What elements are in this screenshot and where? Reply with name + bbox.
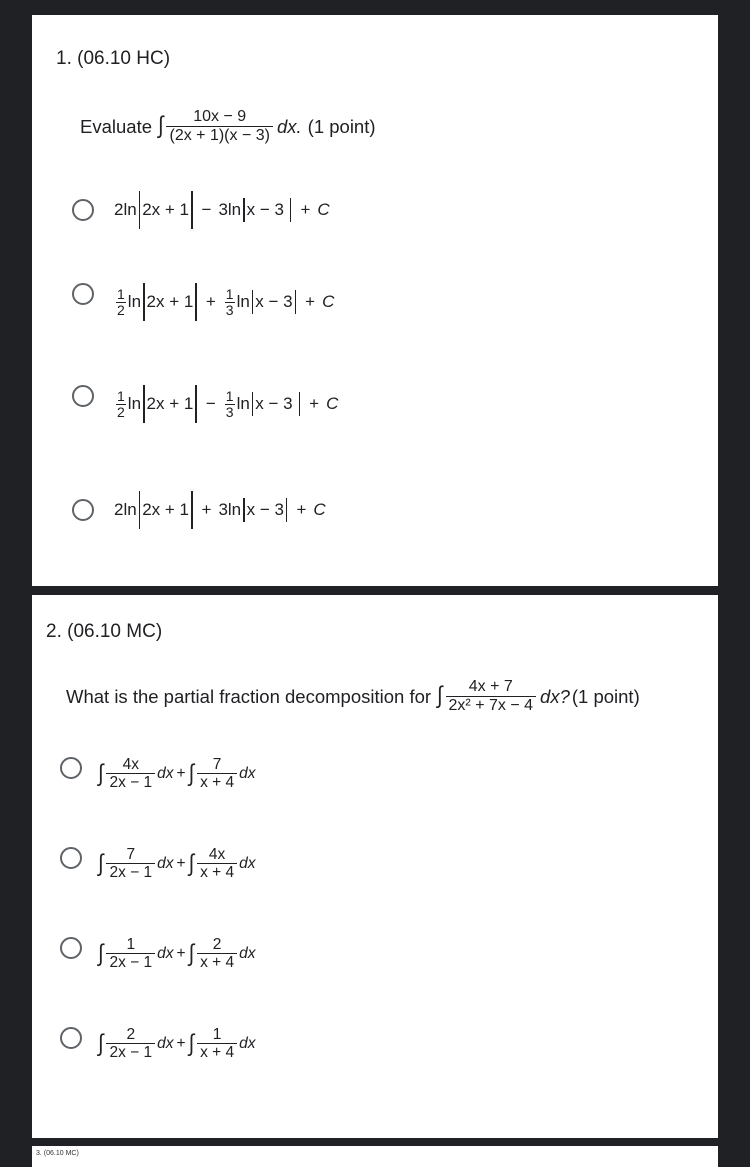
option-expression: [114, 491, 326, 529]
integral-symbol: ∫: [437, 682, 443, 710]
radio-button[interactable]: [60, 1027, 82, 1049]
abs-arg: 2x + 1: [146, 292, 194, 311]
option-expression: [114, 385, 338, 423]
abs-arg: x − 3: [255, 292, 293, 311]
frac-den: 3: [225, 301, 234, 318]
dx-label: dx: [239, 945, 256, 963]
abs-bar: [286, 498, 288, 522]
answer-option-c[interactable]: [60, 937, 255, 972]
frac-den: 2x − 1: [106, 953, 155, 971]
prompt-prefix: What is the partial fraction decomposition for: [66, 685, 432, 707]
frac-num: 2: [212, 936, 222, 953]
question-card-1: [32, 15, 718, 586]
coef: 3: [218, 500, 228, 519]
fraction-half: [116, 389, 126, 419]
radio-button[interactable]: [60, 937, 82, 959]
abs-bar: [195, 385, 197, 423]
integral-symbol: ∫: [98, 850, 104, 877]
integral-symbol: ∫: [98, 760, 104, 787]
answer-option-b[interactable]: [60, 847, 255, 882]
abs-bar: [195, 283, 197, 321]
option-expression: [114, 191, 330, 229]
integrand-fraction: [166, 109, 272, 145]
option-expression: [114, 283, 334, 321]
integrand-denominator: (2x + 1)(x − 3): [166, 126, 272, 145]
prompt-prefix: Evaluate: [80, 115, 152, 137]
operator: −: [201, 200, 212, 219]
abs-bar: [252, 392, 254, 416]
answer-option-b[interactable]: [72, 283, 334, 321]
ln-label: ln: [236, 292, 250, 311]
answer-option-a[interactable]: [60, 757, 255, 792]
frac-den: 2: [117, 403, 125, 420]
frac-den: 2x − 1: [106, 863, 155, 881]
radio-button[interactable]: [72, 499, 94, 521]
frac-den: 2: [117, 301, 125, 318]
fraction-a: [106, 1027, 155, 1062]
ln-label: ln: [227, 500, 242, 519]
integrand-denominator: 2x² + 7x − 4: [446, 696, 537, 715]
operator: +: [176, 945, 186, 963]
frac-den: x + 4: [197, 953, 237, 971]
option-expression: [98, 937, 255, 972]
frac-den: 2x − 1: [106, 1043, 155, 1061]
frac-num: 4x: [208, 846, 226, 863]
operator: +: [300, 200, 311, 219]
abs-bar: [143, 385, 145, 423]
abs-arg: 2x + 1: [146, 394, 194, 413]
abs-arg: 2x + 1: [142, 500, 189, 519]
frac-num: 4x: [122, 756, 139, 773]
frac-den: x + 4: [197, 773, 237, 791]
option-expression: [98, 1027, 255, 1062]
operator: +: [309, 394, 320, 413]
question-title: 1. (06.10 HC): [56, 48, 171, 69]
frac-num: 7: [212, 756, 222, 773]
points-label: (1 point): [571, 685, 640, 707]
radio-button[interactable]: [72, 385, 94, 407]
frac-den: 2x − 1: [106, 773, 155, 791]
prompt-dx: dx.: [276, 115, 302, 137]
dx-label: dx: [239, 855, 256, 873]
operator: +: [176, 1035, 186, 1053]
dx-label: dx: [239, 765, 256, 783]
frac-num: 2: [126, 1026, 136, 1043]
abs-bar: [243, 498, 245, 522]
operator: +: [205, 292, 216, 311]
constant: C: [313, 500, 326, 519]
ln-label: ln: [123, 200, 137, 219]
dx-label: dx: [157, 765, 174, 783]
frac-num: 7: [126, 846, 136, 863]
integral-symbol: ∫: [188, 850, 195, 877]
abs-bar: [139, 491, 141, 529]
ln-label: ln: [123, 500, 137, 519]
ln-label: ln: [227, 200, 242, 219]
option-expression: [98, 757, 255, 792]
frac-num: 1: [225, 285, 234, 302]
abs-arg: x − 3: [255, 394, 293, 413]
question-title: 2. (06.10 MC): [46, 621, 163, 642]
operator: +: [176, 855, 186, 873]
abs-arg: x − 3: [246, 500, 284, 519]
integral-symbol: ∫: [98, 1030, 104, 1057]
constant: C: [317, 200, 330, 219]
frac-den: 3: [225, 403, 234, 420]
abs-bar: [191, 191, 193, 229]
fraction-a: [106, 937, 155, 972]
abs-bar: [299, 392, 301, 416]
ln-label: ln: [127, 292, 142, 311]
answer-option-c[interactable]: [72, 385, 338, 423]
answer-option-a[interactable]: [72, 191, 330, 229]
dx-label: dx: [157, 945, 174, 963]
integral-symbol: ∫: [188, 1030, 195, 1057]
fraction-b: [197, 757, 237, 792]
dx-label: dx: [157, 1035, 174, 1053]
question-prompt: [80, 109, 376, 145]
operator: +: [296, 500, 307, 519]
abs-bar: [191, 491, 193, 529]
answer-option-d[interactable]: [72, 491, 326, 529]
question-card-3: [32, 1146, 718, 1167]
prompt-dx: dx?: [540, 685, 570, 707]
coef: 3: [218, 200, 228, 219]
frac-den: x + 4: [197, 863, 237, 881]
radio-button[interactable]: [60, 847, 82, 869]
abs-bar: [243, 198, 245, 222]
coef: 2: [114, 500, 124, 519]
integrand-numerator: 10x − 9: [193, 108, 247, 125]
frac-num: 1: [212, 1026, 222, 1043]
integrand-fraction: [446, 679, 537, 715]
fraction-a: [106, 847, 155, 882]
ln-label: ln: [236, 394, 250, 413]
question-title: 3. (06.10 MC): [36, 1150, 79, 1157]
frac-num: 1: [117, 285, 125, 302]
abs-bar: [295, 290, 297, 314]
abs-bar: [143, 283, 145, 321]
radio-button[interactable]: [60, 757, 82, 779]
option-expression: [98, 847, 255, 882]
abs-bar: [252, 290, 254, 314]
constant: C: [326, 394, 339, 413]
abs-arg: 2x + 1: [142, 200, 189, 219]
integral-symbol: ∫: [98, 940, 104, 967]
fraction-third: [225, 389, 235, 419]
operator: +: [176, 765, 186, 783]
dx-label: dx: [239, 1035, 256, 1053]
fraction-b: [197, 1027, 237, 1062]
points-label: (1 point): [307, 115, 376, 137]
operator: −: [205, 394, 216, 413]
abs-bar: [290, 198, 292, 222]
abs-arg: x − 3: [246, 200, 284, 219]
abs-bar: [139, 191, 141, 229]
fraction-third: [225, 287, 235, 317]
constant: C: [322, 292, 335, 311]
integral-symbol: ∫: [158, 112, 164, 140]
question-card-2: [32, 595, 718, 1138]
integral-symbol: ∫: [188, 760, 195, 787]
radio-button[interactable]: [72, 283, 94, 305]
ln-label: ln: [127, 394, 142, 413]
frac-num: 1: [225, 387, 234, 404]
operator: +: [201, 500, 212, 519]
coef: 2: [114, 200, 124, 219]
frac-den: x + 4: [197, 1043, 237, 1061]
answer-option-d[interactable]: [60, 1027, 255, 1062]
question-prompt: [66, 679, 640, 715]
fraction-a: [106, 757, 155, 792]
integral-symbol: ∫: [188, 940, 195, 967]
radio-button[interactable]: [72, 199, 94, 221]
dx-label: dx: [157, 855, 174, 873]
operator: +: [305, 292, 316, 311]
fraction-b: [197, 847, 237, 882]
fraction-b: [197, 937, 237, 972]
frac-num: 1: [117, 387, 125, 404]
integrand-numerator: 4x + 7: [468, 678, 513, 695]
frac-num: 1: [126, 936, 136, 953]
fraction-half: [116, 287, 126, 317]
